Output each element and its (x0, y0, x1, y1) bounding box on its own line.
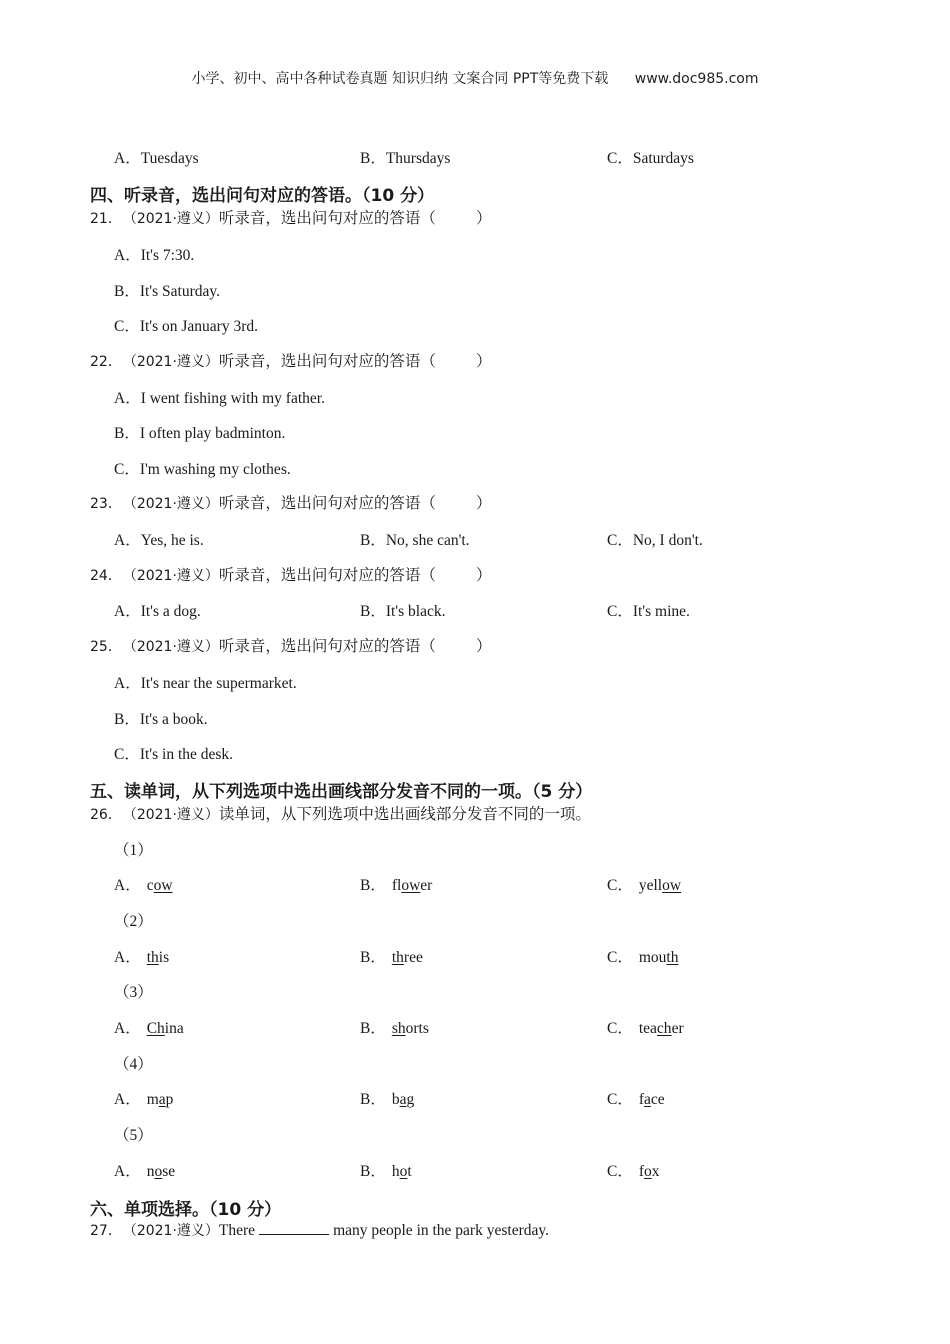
word-prefix: mou (638, 949, 667, 966)
question-24 (90, 563, 491, 585)
option-b: B．It's black. (360, 603, 446, 620)
option-c (607, 945, 678, 967)
option-a: A．It's 7:30. (114, 247, 195, 264)
question-paren-close: ） (475, 353, 492, 370)
underlined-part: th (146, 949, 159, 966)
option-label: C． (607, 1091, 633, 1108)
option-label: C． (607, 949, 633, 966)
question-paren-close: ） (475, 495, 492, 512)
question-27 (90, 1220, 549, 1240)
question-number: 26． (90, 807, 122, 823)
question-source: （2021·遵义） (129, 354, 219, 370)
question-26 (90, 802, 591, 824)
option-label: C． (607, 1020, 633, 1037)
option-a: A．Yes, he is. (114, 532, 204, 549)
underlined-part: a (644, 1091, 651, 1108)
option-a: A．It's near the supermarket. (114, 675, 297, 692)
option-c: C．It's mine. (607, 603, 690, 620)
word-prefix: f (638, 1163, 645, 1180)
question-source: （2021·遵义） (129, 211, 219, 227)
word-prefix: m (146, 1091, 159, 1108)
underlined-part: o (154, 1163, 163, 1180)
underlined-part: sh (391, 1020, 406, 1037)
option-label: A． (114, 1163, 141, 1180)
header-text: 小学、初中、高中各种试卷真题 知识归纳 文案合同 PPT等免费下载 (191, 71, 609, 87)
word-suffix: ree (403, 949, 423, 966)
question-23 (90, 491, 491, 513)
word-suffix: p (165, 1091, 174, 1108)
option-b: B．I often play badminton. (114, 425, 286, 442)
question-paren-close: ） (475, 210, 492, 227)
question-text-post: many people in the park yesterday. (333, 1222, 549, 1239)
option-label: B． (360, 949, 386, 966)
option-c: C．No, I don't. (607, 532, 703, 549)
word-suffix: er (671, 1020, 684, 1037)
page-header (0, 68, 950, 88)
option-label: A． (114, 1020, 141, 1037)
option-b (360, 1159, 412, 1181)
question-21 (90, 206, 491, 228)
answer-blank[interactable] (259, 1220, 329, 1235)
question-source: （2021·遵义） (129, 568, 219, 584)
question-number: 24． (90, 568, 122, 584)
underlined-part: th (391, 949, 404, 966)
option-b: B．It's a book. (114, 711, 208, 728)
option-label: B． (360, 1163, 386, 1180)
option-label: C． (607, 877, 633, 894)
underlined-part: Ch (146, 1020, 165, 1037)
word-prefix: h (391, 1163, 400, 1180)
option-a: A．I went fishing with my father. (114, 390, 325, 407)
section-6-title: 六、单项选择。（10 分） (90, 1200, 282, 1220)
question-number: 22． (90, 354, 122, 370)
question-number: 25． (90, 639, 122, 655)
word-suffix: se (162, 1163, 176, 1180)
option-a (114, 873, 173, 895)
option-b: B．Thursdays (360, 150, 451, 167)
word-prefix: yell (638, 877, 663, 894)
underlined-part: a (158, 1091, 166, 1108)
underlined-part: ow (401, 877, 421, 894)
option-b: B．No, she can't. (360, 532, 470, 549)
word-suffix: t (407, 1163, 412, 1180)
sub-question-label: （4） (114, 1056, 153, 1073)
option-c: C．I'm washing my clothes. (114, 461, 291, 478)
question-22 (90, 349, 491, 371)
word-prefix: tea (638, 1020, 657, 1037)
question-stem: 听录音，选出问句对应的答语（ (218, 495, 436, 512)
option-b (360, 945, 423, 967)
option-c: C．It's on January 3rd. (114, 318, 258, 335)
option-a (114, 1016, 184, 1038)
word-prefix: n (146, 1163, 155, 1180)
underlined-part: a (399, 1091, 407, 1108)
sub-question-label: （1） (114, 842, 153, 859)
question-stem: 听录音，选出问句对应的答语（ (218, 638, 436, 655)
sub-question-label: （3） (114, 984, 153, 1001)
option-label: B． (360, 877, 386, 894)
underlined-part: th (666, 949, 679, 966)
question-stem: 读单词，从下列选项中选出画线部分发音不同的一项。 (218, 806, 591, 823)
option-c: C．It's in the desk. (114, 746, 234, 763)
underlined-part: ow (153, 877, 173, 894)
question-25 (90, 634, 491, 656)
option-a (114, 1159, 175, 1181)
word-suffix: is (158, 949, 170, 966)
option-b (360, 873, 432, 895)
option-c: C．Saturdays (607, 150, 694, 167)
word-suffix: orts (405, 1020, 429, 1037)
option-b (360, 1016, 429, 1038)
question-paren-close: ） (475, 567, 492, 584)
question-number: 27． (90, 1223, 122, 1239)
question-paren-close: ） (475, 638, 492, 655)
sub-question-label: （2） (114, 913, 153, 930)
question-stem: 听录音，选出问句对应的答语（ (218, 353, 436, 370)
option-a (114, 945, 169, 967)
question-number: 21． (90, 211, 122, 227)
word-prefix: fl (391, 877, 402, 894)
underlined-part: ow (662, 877, 682, 894)
option-a (114, 1087, 173, 1109)
option-b (360, 1087, 414, 1109)
underlined-part: o (644, 1163, 652, 1180)
word-prefix: f (638, 1091, 645, 1108)
option-c (607, 1016, 684, 1038)
option-c (607, 1087, 665, 1109)
option-label: A． (114, 1091, 141, 1108)
option-a: A．Tuesdays (114, 150, 199, 167)
word-suffix: ce (650, 1091, 665, 1108)
word-prefix: b (391, 1091, 400, 1108)
option-b: B．It's Saturday. (114, 283, 220, 300)
question-source: （2021·遵义） (129, 639, 219, 655)
option-label: A． (114, 877, 141, 894)
option-label: C． (607, 1163, 633, 1180)
question-source: （2021·遵义） (129, 496, 219, 512)
question-source: （2021·遵义） (129, 807, 219, 823)
question-stem: 听录音，选出问句对应的答语（ (218, 567, 436, 584)
option-a: A．It's a dog. (114, 603, 201, 620)
question-number: 23． (90, 496, 122, 512)
word-suffix: er (420, 877, 433, 894)
question-source: （2021·遵义） (129, 1223, 219, 1239)
sub-question-label: （5） (114, 1127, 153, 1144)
option-label: B． (360, 1020, 386, 1037)
section-4-title: 四、听录音，选出问句对应的答语。（10 分） (90, 186, 435, 206)
word-suffix: ina (164, 1020, 184, 1037)
option-c (607, 1159, 660, 1181)
question-stem: 听录音，选出问句对应的答语（ (218, 210, 436, 227)
word-suffix: x (651, 1163, 660, 1180)
word-suffix: g (406, 1091, 415, 1108)
question-text-pre: There (218, 1222, 256, 1239)
option-c (607, 873, 681, 895)
section-5-title: 五、读单词，从下列选项中选出画线部分发音不同的一项。（5 分） (90, 782, 593, 802)
option-label: A． (114, 949, 141, 966)
underlined-part: o (399, 1163, 408, 1180)
underlined-part: ch (656, 1020, 672, 1037)
option-label: B． (360, 1091, 386, 1108)
word-prefix: c (146, 877, 154, 894)
header-site: www.doc985.com (634, 71, 759, 87)
